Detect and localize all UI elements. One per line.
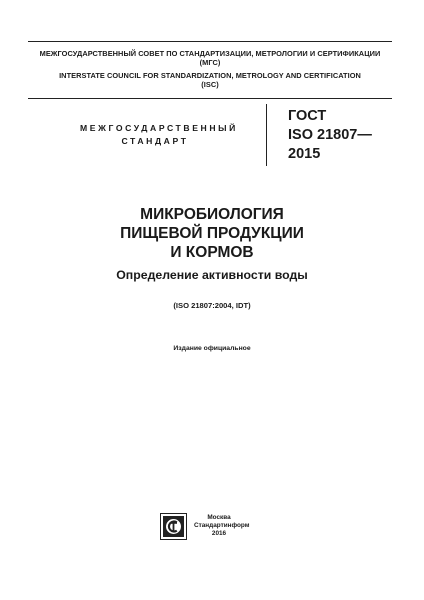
publisher-name: Стандартинформ <box>194 522 250 529</box>
council-name-ru: МЕЖГОСУДАРСТВЕННЫЙ СОВЕТ ПО СТАНДАРТИЗАЦИИ, МЕТРОЛОГИИ И СЕРТИФИКАЦИИ <box>39 49 381 58</box>
standartinform-logo-icon <box>160 513 187 540</box>
title-line-3: И КОРМОВ <box>170 244 254 261</box>
designation-line-3: 2015 <box>288 146 321 162</box>
standard-type-line-2: СТАНДАРТ <box>121 136 189 146</box>
header-rule <box>28 98 392 99</box>
subtitle: Определение активности воды <box>116 268 308 282</box>
top-rule <box>28 41 392 42</box>
council-abbr-en: (ISC) <box>201 80 219 89</box>
standard-type-line-1: МЕЖГОСУДАРСТВЕННЫЙ <box>80 123 238 133</box>
council-abbr-ru: (МГС) <box>199 58 221 67</box>
designation-line-1: ГОСТ <box>288 108 327 124</box>
designation-divider <box>266 104 267 166</box>
designation-line-2: ISO 21807— <box>288 127 372 143</box>
council-name-en: INTERSTATE COUNCIL FOR STANDARDIZATION, METROLOGY AND CERTIFICATION <box>59 71 361 80</box>
title-line-1: МИКРОБИОЛОГИЯ <box>140 206 284 223</box>
title-line-2: ПИЩЕВОЙ ПРОДУКЦИИ <box>120 225 304 242</box>
publication-year: 2016 <box>211 530 227 537</box>
publisher-city: Москва <box>207 514 231 521</box>
edition-note: Издание официальное <box>173 345 251 352</box>
iso-equivalence: (ISO 21807:2004, IDT) <box>173 301 251 310</box>
